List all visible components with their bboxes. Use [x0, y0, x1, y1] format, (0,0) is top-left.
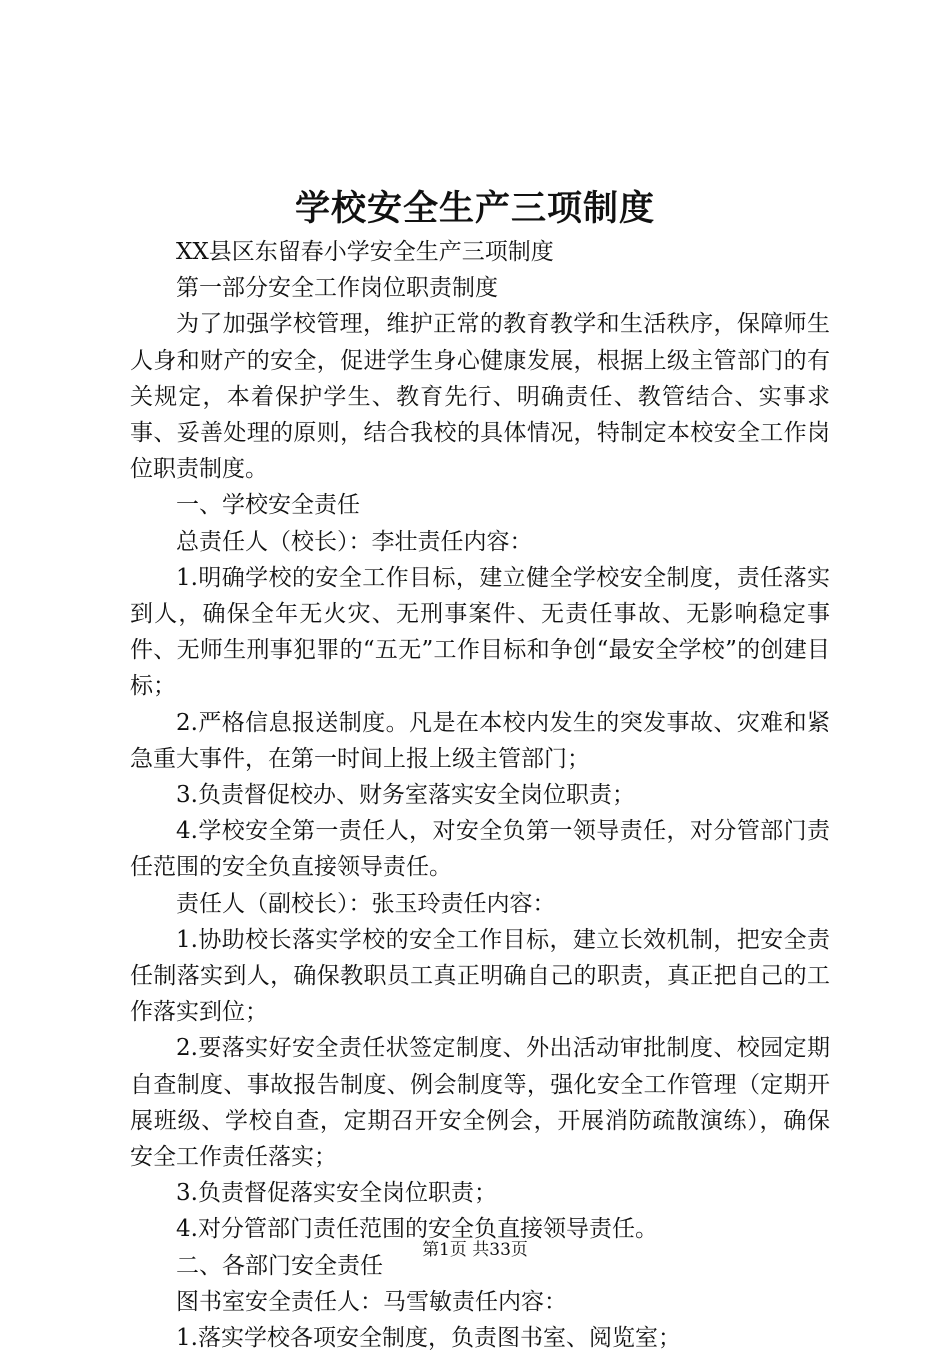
paragraph-principal: 总责任人（校长）：李壮责任内容： [176, 528, 533, 555]
paragraph-school-name: XX县区东留春小学安全生产三项制度 [176, 239, 554, 265]
paragraph-intro: 为了加强学校管理，维护正常的教育教学和生活秩序，保障师生人身和财产的安全，促进学生身心健康发展，根据上级主管部门的有关规定，本着保护学生、教育先行、明确责任、教管结合、实事求事、妥善处理的原则，结合我校的具体情况，特制定本校安全工作岗位职责制度。 [130, 311, 830, 483]
paragraph-item: 2.要落实好安全责任状签定制度、外出活动审批制度、校园定期自查制度、事故报告制度、例会制度等，强化安全工作管理（定期开展班级、学校自查，定期召开安全例会，开展消防疏散演练），确保安全工作责任落实； [130, 1035, 830, 1171]
paragraph-item: 4.对分管部门责任范围的安全负直接领导责任。 [176, 1216, 658, 1243]
paragraph-item: 1.协助校长落实学校的安全工作目标，建立长效机制，把安全责任制落实到人，确保教职员工真正明确自己的职责，真正把自己的工作落实到位； [130, 926, 830, 1026]
paragraph-vice-principal: 责任人（副校长）：张玉玲责任内容： [176, 890, 556, 917]
page-number-footer: 第1页 共33页 [422, 1240, 528, 1260]
paragraph-item: 1.落实学校各项安全制度，负责图书室、阅览室； [176, 1325, 681, 1352]
document-body [130, 234, 830, 1356]
paragraph-item: 4.学校安全第一责任人，对安全负第一领导责任，对分管部门责任范围的安全负直接领导责任。 [130, 818, 830, 881]
paragraph-section-heading: 一、学校安全责任 [176, 492, 360, 519]
paragraph-item: 2.严格信息报送制度。凡是在本校内发生的突发事故、灾难和紧急重大事件，在第一时间上报上级主管部门； [130, 709, 830, 772]
paragraph-section-heading: 二、各部门安全责任 [176, 1252, 383, 1279]
paragraph-item: 3.负责督促落实安全岗位职责； [176, 1180, 497, 1207]
paragraph-part-heading: 第一部分安全工作岗位职责制度 [176, 275, 498, 302]
document-title: 学校安全生产三项制度 [294, 188, 655, 229]
paragraph-library: 图书室安全责任人：马雪敏责任内容： [176, 1288, 567, 1315]
paragraph-item: 3.负责督促校办、财务室落实安全岗位职责； [176, 782, 635, 809]
paragraph-item: 1.明确学校的安全工作目标，建立健全学校安全制度，责任落实到人，确保全年无火灾、无刑事案件、无责任事故、无影响稳定事件、无师生刑事犯罪的“五无”工作目标和争创“最安全学校”的创建目标； [130, 564, 830, 700]
